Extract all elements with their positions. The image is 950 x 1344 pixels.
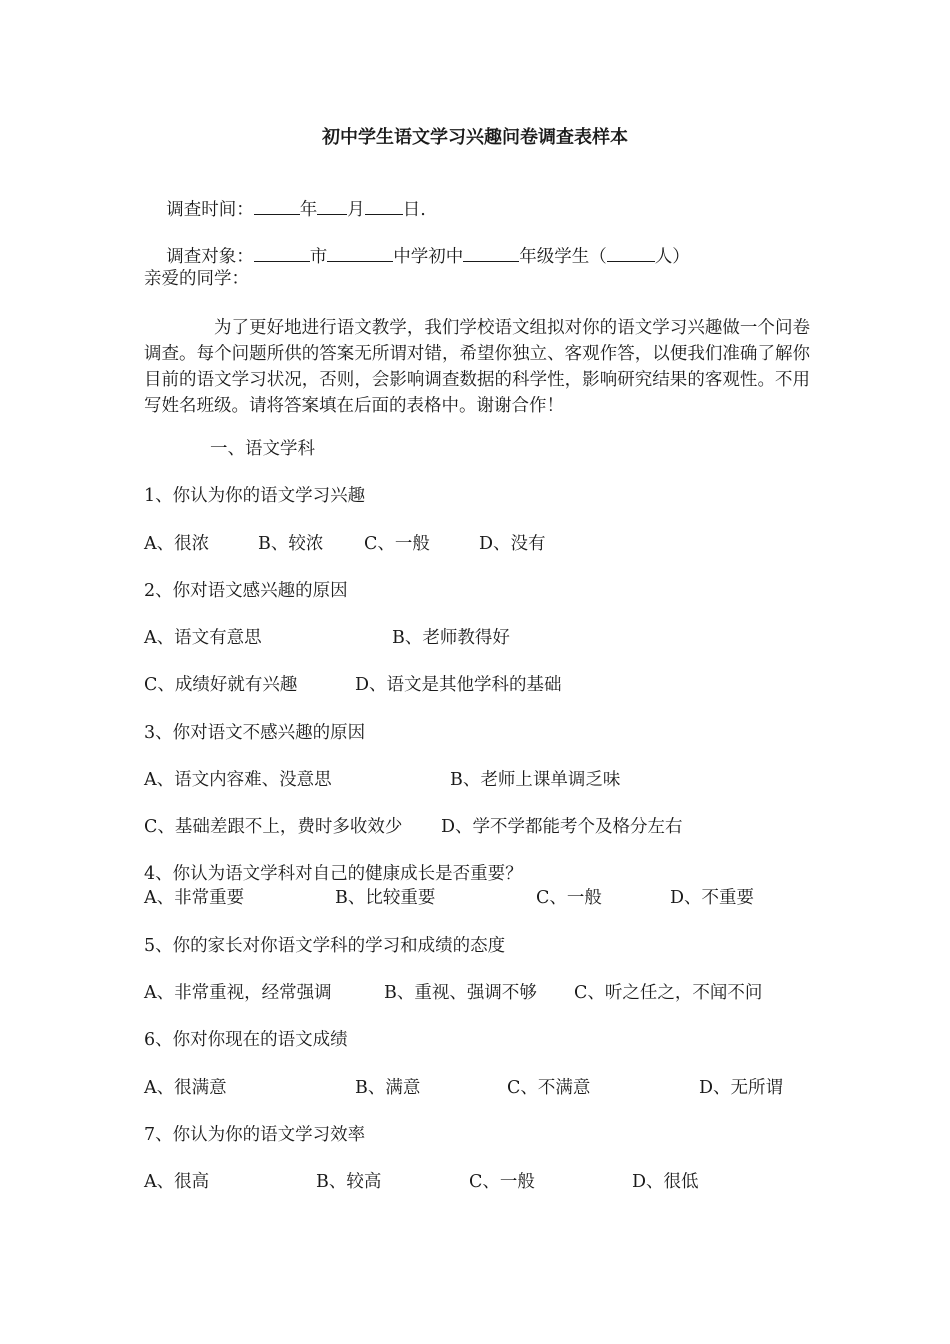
- q6-option-d[interactable]: D、无所谓: [699, 1078, 784, 1098]
- q7-option-d[interactable]: D、很低: [632, 1172, 699, 1192]
- question-6: 6、你对你现在的语文成绩: [144, 1030, 348, 1050]
- q2-option-c[interactable]: C、成绩好就有兴趣: [144, 675, 298, 695]
- year-blank[interactable]: [254, 196, 300, 215]
- q1-option-a[interactable]: A、很浓: [144, 534, 210, 554]
- question-7: 7、你认为你的语文学习效率: [144, 1125, 366, 1145]
- month-blank[interactable]: [317, 196, 347, 215]
- q3-option-d[interactable]: D、学不学都能考个及格分左右: [441, 817, 683, 837]
- q7-option-c[interactable]: C、一般: [469, 1172, 535, 1192]
- q3-option-a[interactable]: A、语文内容难、没意思: [144, 770, 332, 790]
- q4-option-a[interactable]: A、非常重要: [144, 888, 245, 908]
- city-label: 市: [309, 247, 328, 267]
- q7-option-b[interactable]: B、较高: [316, 1172, 382, 1192]
- q1-option-c[interactable]: C、一般: [364, 534, 430, 554]
- survey-target-label: 调查对象：: [166, 247, 254, 267]
- q6-option-b[interactable]: B、满意: [355, 1078, 421, 1098]
- intro-paragraph: [144, 315, 810, 419]
- q2-option-a[interactable]: A、语文有意思: [144, 628, 262, 648]
- grade-label: 年级学生（: [519, 247, 607, 267]
- month-label: 月: [347, 200, 365, 220]
- grade-blank[interactable]: [463, 243, 519, 262]
- question-5: 5、你的家长对你语文学科的学习和成绩的态度: [144, 936, 506, 956]
- q7-option-a[interactable]: A、很高: [144, 1172, 210, 1192]
- q3-option-c[interactable]: C、基础差跟不上，费时多收效少: [144, 817, 403, 837]
- question-1: 1、你认为你的语文学习兴趣: [144, 486, 366, 506]
- q3-option-b[interactable]: B、老师上课单调乏味: [450, 770, 621, 790]
- q5-option-b[interactable]: B、重视、强调不够: [384, 983, 537, 1003]
- q4-option-b[interactable]: B、比较重要: [335, 888, 436, 908]
- section-heading: 一、语文学科: [210, 439, 315, 459]
- question-3: 3、你对语文不感兴趣的原因: [144, 723, 366, 743]
- city-blank[interactable]: [254, 243, 310, 262]
- q6-option-c[interactable]: C、不满意: [507, 1078, 591, 1098]
- people-label: 人）: [654, 247, 690, 267]
- q1-option-b[interactable]: B、较浓: [258, 534, 324, 554]
- q1-option-d[interactable]: D、没有: [479, 534, 546, 554]
- day-label: 日.: [402, 200, 426, 220]
- people-blank[interactable]: [607, 243, 655, 262]
- day-blank[interactable]: [365, 196, 403, 215]
- survey-time-label: 调查时间：: [166, 200, 254, 220]
- intro-text: 为了更好地进行语文教学，我们学校语文组拟对你的语文学习兴趣做一个问卷调查。每个问题所供的答案无所谓对错，希望你独立、客观作答，以便我们准确了解你目前的语文学习状况，否则，会影响调查数据的科学性，影响研究结果的客观性。不用写姓名班级。请将答案填在后面的表格中。谢谢合作！: [144, 318, 810, 416]
- greeting: 亲爱的同学：: [144, 269, 249, 289]
- q6-option-a[interactable]: A、很满意: [144, 1078, 227, 1098]
- school-label: 中学初中: [393, 247, 464, 267]
- year-label: 年: [299, 200, 318, 220]
- document-title: 初中学生语文学习兴趣问卷调查表样本: [322, 127, 628, 148]
- q4-option-d[interactable]: D、不重要: [670, 888, 755, 908]
- question-4: 4、你认为语文学科对自己的健康成长是否重要？: [144, 864, 523, 884]
- q4-option-c[interactable]: C、一般: [536, 888, 602, 908]
- q5-option-a[interactable]: A、非常重视，经常强调: [144, 983, 332, 1003]
- q2-option-d[interactable]: D、语文是其他学科的基础: [355, 675, 562, 695]
- question-2: 2、你对语文感兴趣的原因: [144, 581, 348, 601]
- q5-option-c[interactable]: C、听之任之，不闻不问: [574, 983, 763, 1003]
- school-blank[interactable]: [327, 243, 393, 262]
- q2-option-b[interactable]: B、老师教得好: [392, 628, 510, 648]
